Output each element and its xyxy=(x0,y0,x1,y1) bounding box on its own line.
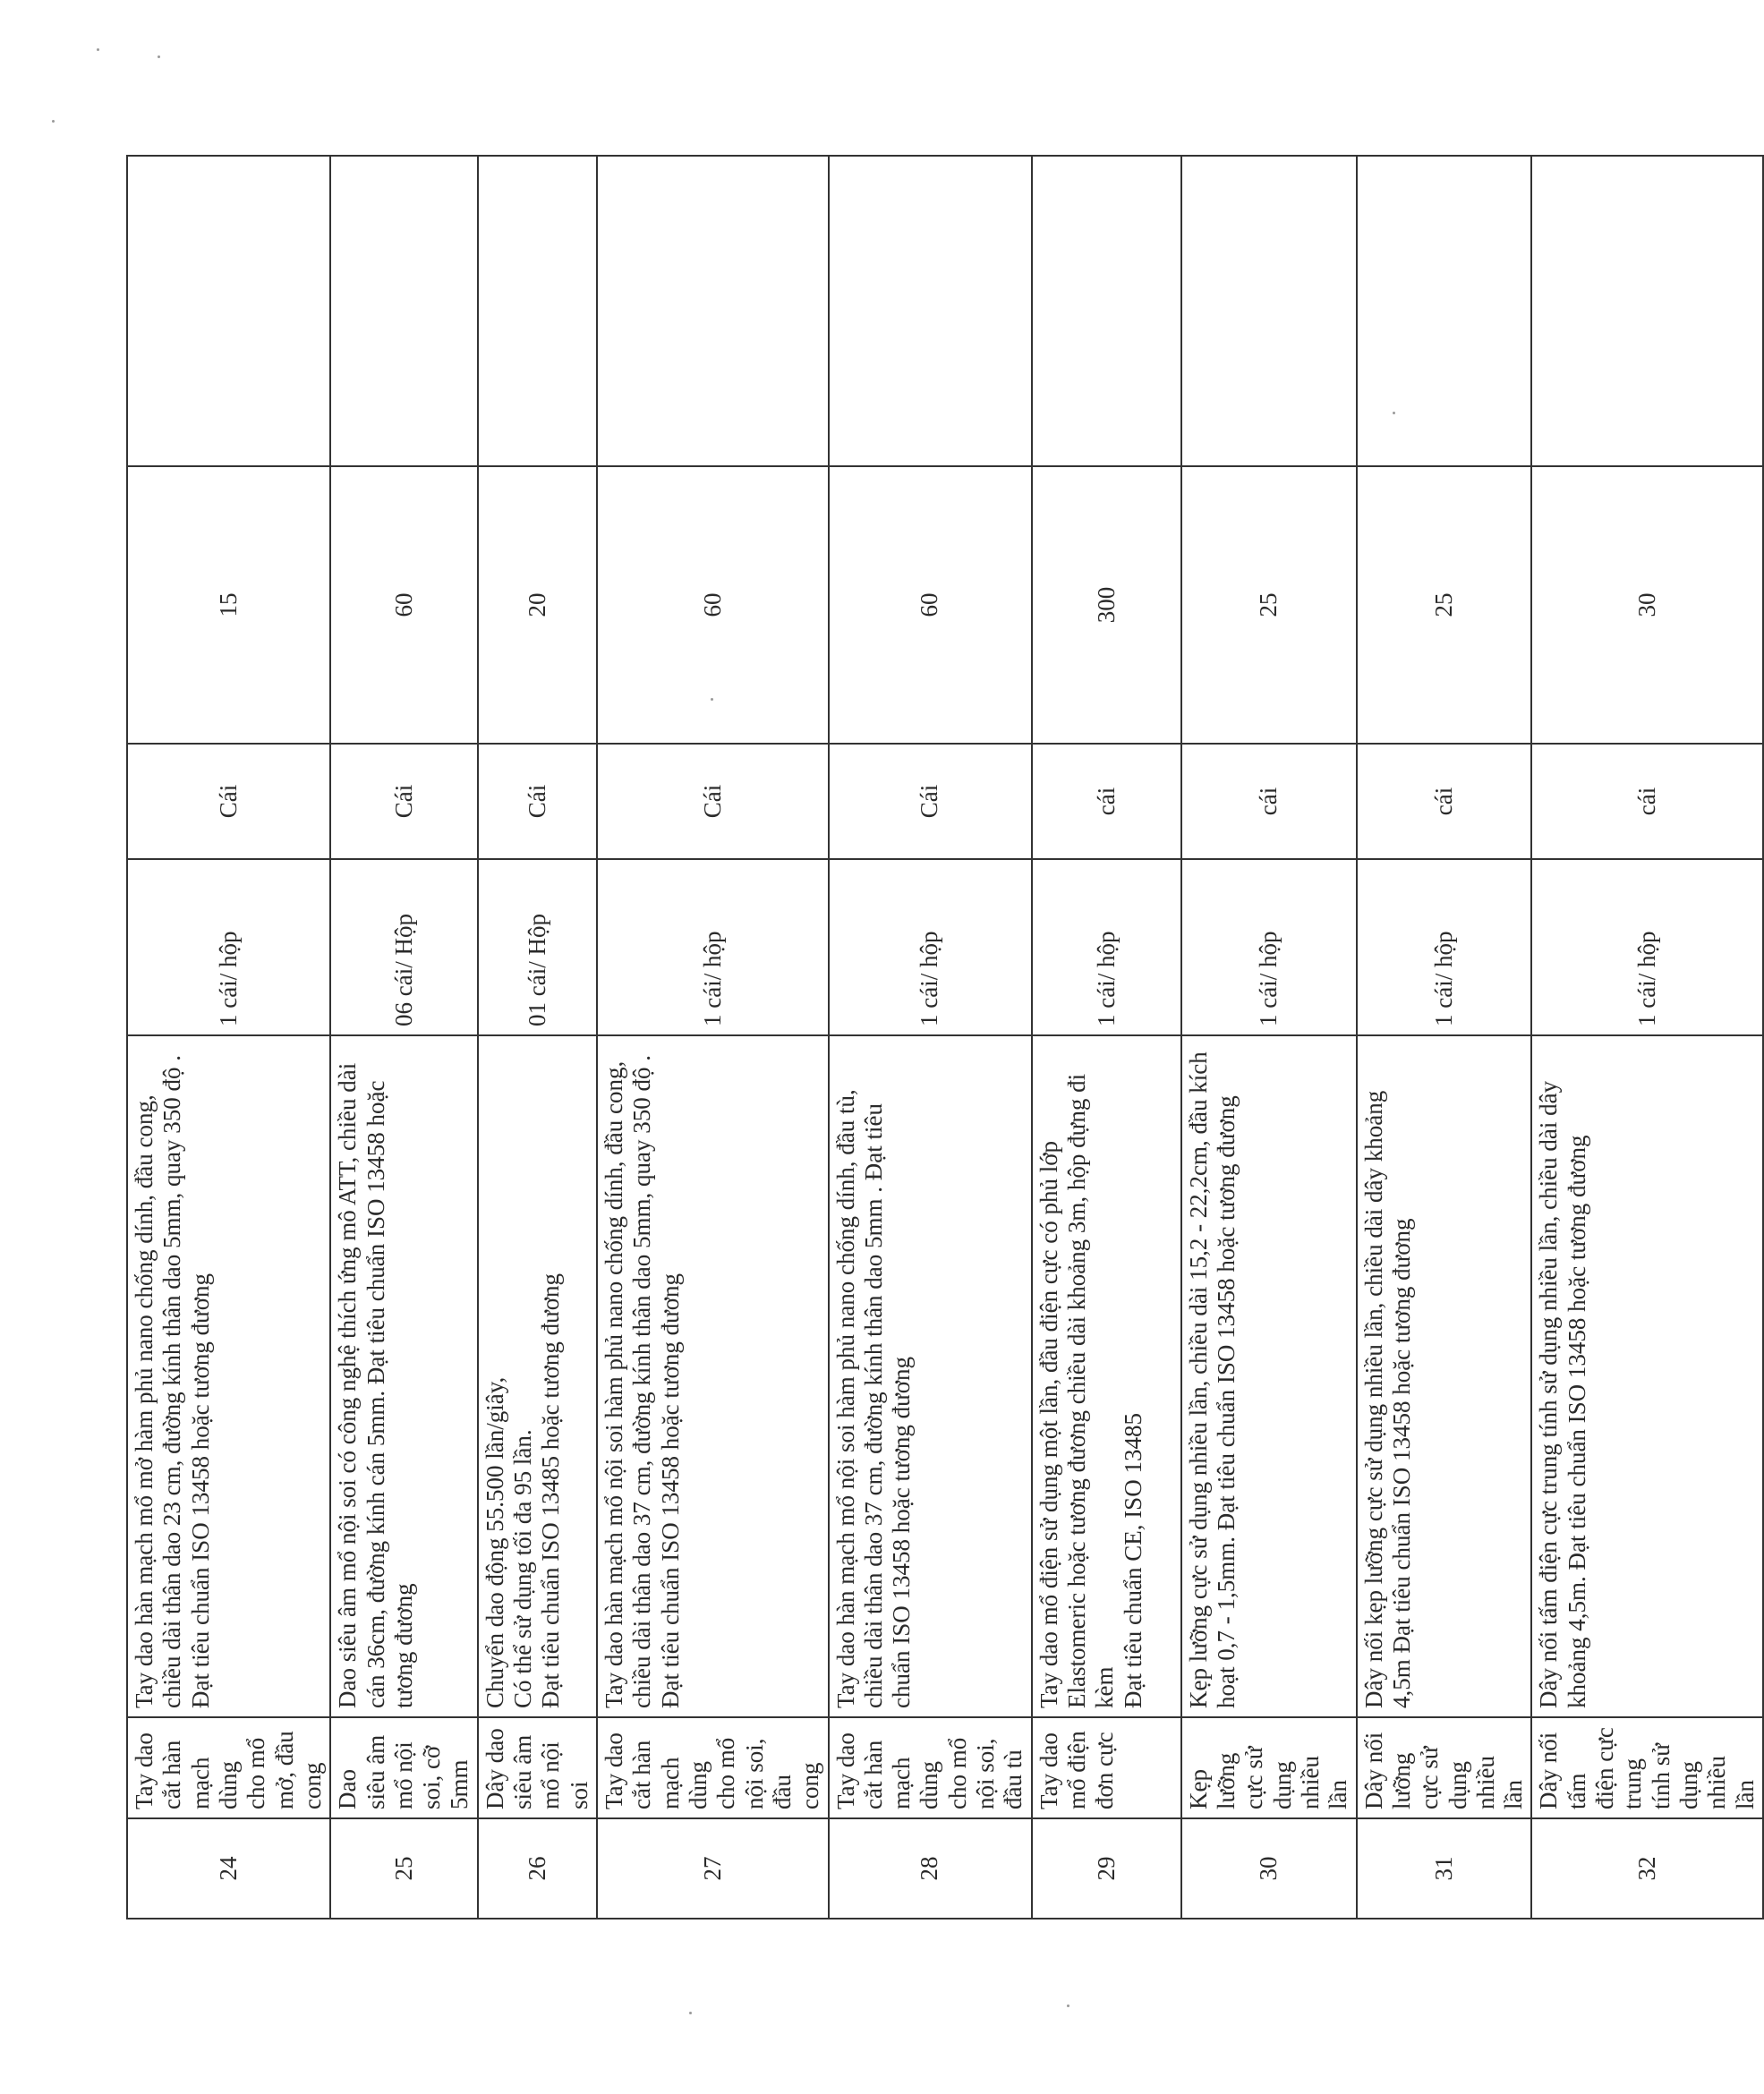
unit: cái xyxy=(1531,744,1763,859)
description-line: Chuyển dao động 55.500 lần/giây, xyxy=(481,1376,508,1708)
description-line: Dây nối tấm điện cực trung tính sử dụng nhiều lần, chiều dài dây khoảng 4,5m. Đạt tiêu chuẩn ISO 13458 hoặc tương đương xyxy=(1535,1080,1590,1708)
item-name: Tay dao cắt hàn mạch dùng cho mổ nội soi, đầu tù xyxy=(829,1717,1032,1818)
quantity: 300 xyxy=(1032,466,1181,744)
row-number: 28 xyxy=(829,1818,1032,1919)
quantity: 25 xyxy=(1181,466,1357,744)
item-name: Dao siêu âm mổ nội soi, cỡ 5mm xyxy=(330,1717,478,1818)
unit: cái xyxy=(1032,744,1181,859)
item-description xyxy=(829,1035,1032,1717)
scan-speck xyxy=(52,120,55,123)
packing: 1 cái/ hộp xyxy=(1531,859,1763,1035)
item-description xyxy=(127,1035,330,1717)
item-description xyxy=(1032,1035,1181,1717)
packing: 1 cái/ hộp xyxy=(127,859,330,1035)
table-row xyxy=(1357,156,1532,1919)
item-name: Tay dao cắt hàn mạch dùng cho mổ mở, đầu cong xyxy=(127,1717,330,1818)
description-line: Dây nối kẹp lưỡng cực sử dụng nhiều lần, chiều dài dây khoảng 4,5m Đạt tiêu chuẩn ISO 13458 hoặc tương đương xyxy=(1359,1090,1415,1708)
description-line: Có thể sử dụng tối đa 95 lần. xyxy=(509,1429,537,1708)
row-number: 29 xyxy=(1032,1818,1181,1919)
packing: 1 cái/ hộp xyxy=(597,859,829,1035)
empty-cell xyxy=(1181,156,1357,466)
empty-cell xyxy=(478,156,597,466)
row-number: 25 xyxy=(330,1818,478,1919)
scan-speck xyxy=(158,55,160,58)
item-description xyxy=(597,1035,829,1717)
quantity: 60 xyxy=(829,466,1032,744)
item-description xyxy=(1357,1035,1532,1717)
quantity: 60 xyxy=(330,466,478,744)
description-line: Tay dao mổ điện sử dụng một lần, đầu điện cực có phủ lớp Elastomeric hoặc tương đương chiều dài khoảng 3m, hộp đựng đi kèm xyxy=(1035,1073,1119,1708)
unit: Cái xyxy=(829,744,1032,859)
description-line: Đạt tiêu chuẩn ISO 13458 hoặc tương đương xyxy=(186,1273,214,1708)
packing: 1 cái/ hộp xyxy=(1357,859,1532,1035)
quantity: 25 xyxy=(1357,466,1532,744)
quantity: 30 xyxy=(1531,466,1763,744)
row-number: 24 xyxy=(127,1818,330,1919)
table-row xyxy=(478,156,597,1919)
empty-cell xyxy=(127,156,330,466)
packing: 06 cái/ Hộp xyxy=(330,859,478,1035)
table-row xyxy=(330,156,478,1919)
description-line: Dao siêu âm mổ nội soi có công nghệ thích ứng mô ATT, chiều dài cán 36cm, đường kính cán 5mm. Đạt tiêu chuẩn ISO 13458 hoặc tương đương xyxy=(334,1062,417,1708)
row-number: 31 xyxy=(1357,1818,1532,1919)
scan-speck xyxy=(1067,2005,1069,2007)
empty-cell xyxy=(829,156,1032,466)
description-line: Tay dao hàn mạch mổ mở hàm phủ nano chống dính, đầu cong, chiều dài thân dao 23 cm, đường kính thân dao 5mm, quay 350 độ . xyxy=(131,1054,186,1708)
item-name: Tay dao mổ điện đơn cực xyxy=(1032,1717,1181,1818)
unit: cái xyxy=(1181,744,1357,859)
packing: 1 cái/ hộp xyxy=(1032,859,1181,1035)
description-line: Kẹp lưỡng cực sử dụng nhiều lần, chiều dài 15,2 - 22,2cm, đầu kích hoạt 0,7 - 1,5mm. Đạt tiêu chuẩn ISO 13458 hoặc tương đương xyxy=(1184,1051,1240,1708)
scan-speck xyxy=(97,48,99,51)
scan-speck xyxy=(689,2012,692,2014)
unit: Cái xyxy=(597,744,829,859)
table-row xyxy=(597,156,829,1919)
row-number: 30 xyxy=(1181,1818,1357,1919)
item-name: Dây dao siêu âm mổ nội soi xyxy=(478,1717,597,1818)
rotated-table-page xyxy=(126,157,1759,1920)
table-row xyxy=(829,156,1032,1919)
unit: Cái xyxy=(330,744,478,859)
row-number: 27 xyxy=(597,1818,829,1919)
empty-cell xyxy=(597,156,829,466)
item-name: Dây nối tấm điện cực trung tính sử dụng nhiều lần xyxy=(1531,1717,1763,1818)
unit: Cái xyxy=(478,744,597,859)
item-name: Kẹp lưỡng cực sử dụng nhiều lần xyxy=(1181,1717,1357,1818)
table-row xyxy=(1531,156,1763,1919)
empty-cell xyxy=(1032,156,1181,466)
empty-cell xyxy=(1357,156,1532,466)
item-description xyxy=(330,1035,478,1717)
item-description xyxy=(1531,1035,1763,1717)
description-line: Đạt tiêu chuẩn ISO 13485 hoặc tương đương xyxy=(537,1273,565,1708)
item-name: Dây nối lưỡng cực sử dụng nhiều lần xyxy=(1357,1717,1532,1818)
packing: 1 cái/ hộp xyxy=(829,859,1032,1035)
quantity: 20 xyxy=(478,466,597,744)
quantity: 60 xyxy=(597,466,829,744)
empty-cell xyxy=(1531,156,1763,466)
description-line: Tay dao hàn mạch mổ nội soi hàm phủ nano chống dính, đầu tù, chiều dài thân dao 37 cm, đường kính thân dao 5mm . Đạt tiêu chuẩn ISO 13458 hoặc tương đương xyxy=(831,1089,916,1708)
row-number: 26 xyxy=(478,1818,597,1919)
description-line: Tay dao hàn mạch mổ nội soi hàm phủ nano chống dính, đầu cong, chiều dài thân dao 37 cm, đường kính thân dao 5mm, quay 350 độ . Đạt tiêu chuẩn ISO 13458 hoặc tương đương xyxy=(601,1054,684,1708)
table-row xyxy=(1032,156,1181,1919)
packing: 1 cái/ hộp xyxy=(1181,859,1357,1035)
item-description xyxy=(1181,1035,1357,1717)
empty-cell xyxy=(330,156,478,466)
table-row xyxy=(1181,156,1357,1919)
row-number: 32 xyxy=(1531,1818,1763,1919)
quantity: 15 xyxy=(127,466,330,744)
table-row xyxy=(127,156,330,1919)
item-name: Tay dao cắt hàn mạch dùng cho mổ nội soi, đầu cong xyxy=(597,1717,829,1818)
item-description xyxy=(478,1035,597,1717)
specification-table xyxy=(126,155,1764,1920)
packing: 01 cái/ Hộp xyxy=(478,859,597,1035)
unit: cái xyxy=(1357,744,1532,859)
unit: Cái xyxy=(127,744,330,859)
description-line: Đạt tiêu chuẩn CE, ISO 13485 xyxy=(1119,1413,1146,1708)
